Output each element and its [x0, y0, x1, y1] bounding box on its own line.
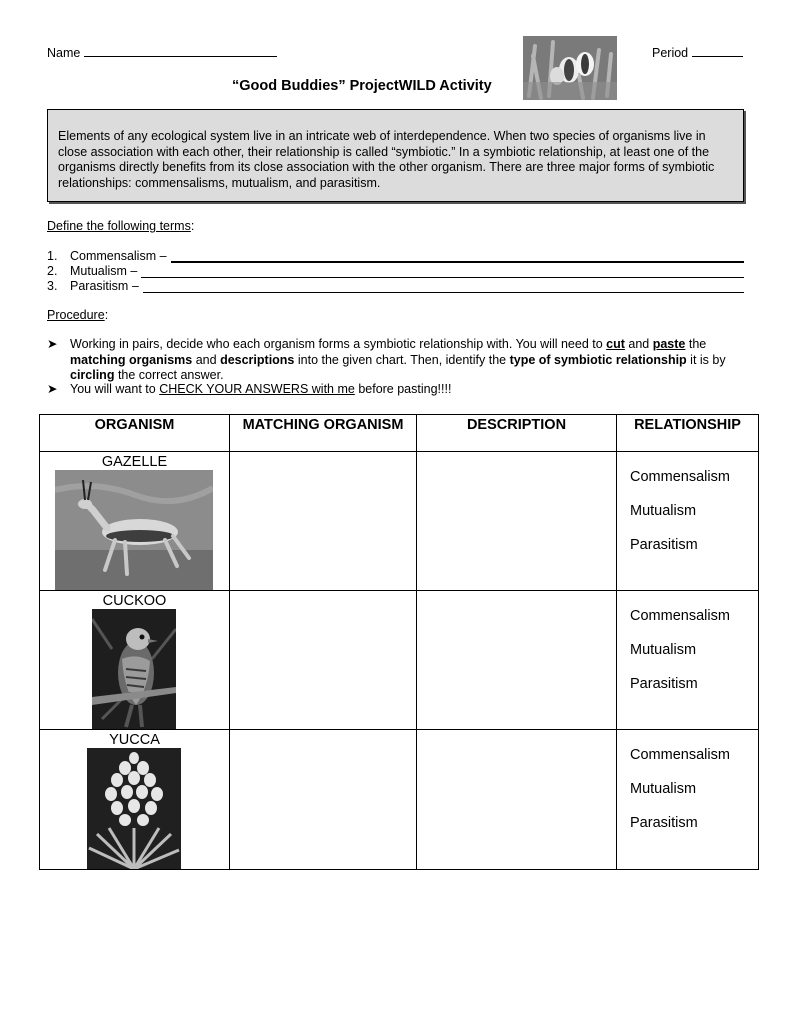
- define-heading-text: Define the following terms: [47, 219, 191, 233]
- procedure-bullet-2: [47, 382, 737, 398]
- period-label: Period: [652, 46, 689, 60]
- matching-organism-cell[interactable]: [230, 452, 417, 591]
- term-number: 2.: [47, 264, 58, 278]
- procedure-bullet-1: [47, 337, 737, 384]
- clownfish-photo: [523, 36, 617, 100]
- table-row: [40, 452, 759, 591]
- procedure-heading-text: Procedure: [47, 308, 105, 322]
- organism-cell: [40, 730, 230, 870]
- name-field-row: [47, 46, 277, 60]
- header-matching-organism: MATCHING ORGANISM: [230, 415, 417, 452]
- relationship-option-parasitism[interactable]: Parasitism: [630, 815, 698, 831]
- matching-organism-cell[interactable]: [230, 591, 417, 730]
- header-description: DESCRIPTION: [417, 415, 617, 452]
- intro-box: Elements of any ecological system live in an intricate web of interdependence. When two species of organisms live in close association with each other, their relationship is called “symbiotic.” In a symbiotic relationship, at least one of the organisms directly benefits from its close association with the other organism. There are three major forms of symbiotic relationships: commensalisms, mutualism, and parasitism.: [47, 109, 744, 202]
- relationship-option-commensalism[interactable]: Commensalism: [630, 469, 730, 485]
- organism-name: YUCCA: [109, 732, 160, 748]
- relationship-cell: [617, 730, 759, 870]
- chart-header-row: [40, 415, 759, 452]
- relationship-option-mutualism[interactable]: Mutualism: [630, 503, 697, 519]
- define-heading: [47, 219, 194, 233]
- arrow-bullet-icon: ➤: [47, 337, 58, 351]
- page-title: “Good Buddies” ProjectWILD Activity: [232, 78, 492, 94]
- relationship-option-mutualism[interactable]: Mutualism: [630, 781, 697, 797]
- organism-name: GAZELLE: [101, 454, 168, 470]
- term-answer-line[interactable]: [171, 251, 744, 263]
- relationship-cell: [617, 591, 759, 730]
- term-label: Commensalism –: [70, 249, 167, 263]
- relationship-cell: [617, 452, 759, 591]
- yucca-photo: [87, 748, 181, 869]
- term-answer-line[interactable]: [143, 282, 744, 293]
- gazelle-photo: [55, 470, 213, 590]
- procedure-heading: [47, 308, 108, 322]
- table-row: [40, 730, 759, 870]
- name-label: Name: [47, 46, 81, 60]
- table-row: [40, 591, 759, 730]
- term-row-parasitism: [47, 279, 744, 293]
- relationship-option-commensalism[interactable]: Commensalism: [630, 608, 730, 624]
- organism-cell: [40, 452, 230, 591]
- relationship-option-parasitism[interactable]: Parasitism: [630, 676, 698, 692]
- period-blank[interactable]: [692, 56, 743, 57]
- description-cell[interactable]: [417, 591, 617, 730]
- term-label: Parasitism –: [70, 279, 139, 293]
- header-organism: ORGANISM: [40, 415, 230, 452]
- symbiosis-chart: [39, 414, 759, 870]
- header-relationship: RELATIONSHIP: [617, 415, 759, 452]
- procedure-heading-colon: :: [104, 308, 109, 322]
- cuckoo-photo: [92, 609, 176, 729]
- arrow-bullet-icon: ➤: [47, 382, 58, 396]
- period-field-row: [652, 46, 743, 60]
- description-cell[interactable]: [417, 452, 617, 591]
- relationship-option-commensalism[interactable]: Commensalism: [630, 747, 730, 763]
- relationship-option-parasitism[interactable]: Parasitism: [630, 537, 698, 553]
- description-cell[interactable]: [417, 730, 617, 870]
- term-answer-line[interactable]: [141, 267, 744, 278]
- term-row-mutualism: [47, 264, 744, 278]
- organism-name: CUCKOO: [102, 593, 167, 609]
- procedure-bullet-1-text: Working in pairs, decide who each organism forms a symbiotic relationship with. You will need to cut and paste the matching organisms and descriptions into the given chart. Then, identify the type of symbiotic relationship it is by circling the correct answer.: [70, 337, 726, 383]
- relationship-option-mutualism[interactable]: Mutualism: [630, 642, 697, 658]
- define-heading-colon: :: [190, 219, 195, 233]
- matching-organism-cell[interactable]: [230, 730, 417, 870]
- term-label: Mutualism –: [70, 264, 138, 278]
- term-row-commensalism: [47, 249, 744, 263]
- term-number: 1.: [47, 249, 58, 263]
- term-number: 3.: [47, 279, 58, 293]
- organism-cell: [40, 591, 230, 730]
- name-blank[interactable]: [84, 56, 277, 57]
- procedure-bullet-2-text: You will want to CHECK YOUR ANSWERS with me before pasting!!!!: [70, 382, 452, 396]
